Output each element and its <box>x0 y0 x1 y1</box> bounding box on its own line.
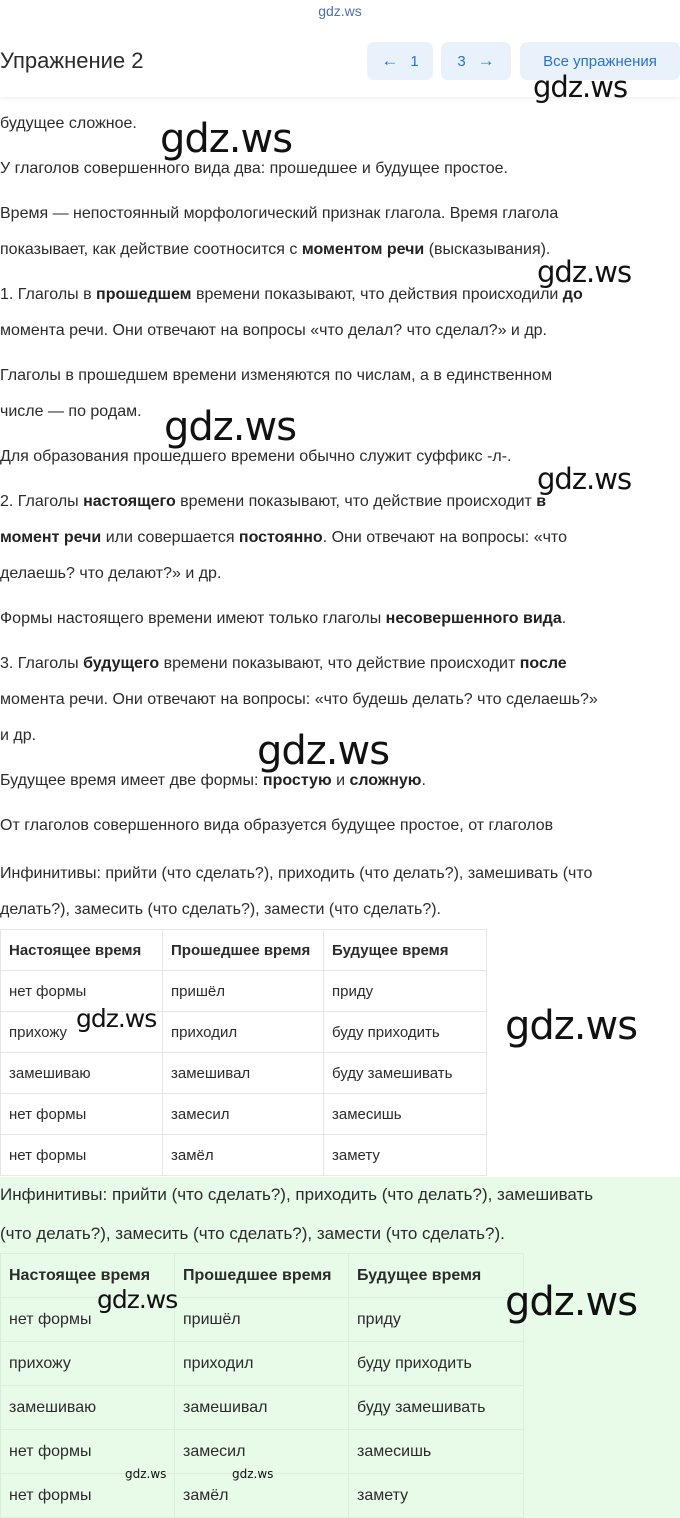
table-header-row <box>1 930 487 971</box>
table-cell: буду замешивать <box>349 1386 524 1430</box>
watermark: gdz.ws <box>505 1279 638 1325</box>
table-cell: замесил <box>163 1094 324 1135</box>
watermark: gdz.ws <box>97 1285 178 1314</box>
paragraph: Глаголы в прошедшем времени изменяются по числам, а в единственном <box>0 367 553 384</box>
page-title: Упражнение 2 <box>0 48 144 73</box>
answer-paragraph: (что делать?), замесить (что сделать?), замести (что сделать?). <box>0 1224 505 1243</box>
prev-exercise-button[interactable] <box>367 42 433 80</box>
table-cell: буду приходить <box>349 1342 524 1386</box>
table-cell: замесишь <box>349 1430 524 1474</box>
watermark: gdz.ws <box>76 1004 157 1033</box>
table-cell: пришёл <box>163 971 324 1012</box>
table-cell: нет формы <box>1 1430 175 1474</box>
table-cell: нет формы <box>1 1474 175 1518</box>
paragraph: делаешь? что делают?» и др. <box>0 565 222 582</box>
arrow-right-icon: → <box>477 51 495 70</box>
table-cell: приду <box>349 1298 524 1342</box>
table-cell: замешиваю <box>1 1053 163 1094</box>
paragraph: числе — по родам. <box>0 403 142 420</box>
paragraph: От глаголов совершенного вида образуется будущее простое, от глаголов <box>0 817 554 834</box>
table-row <box>1 971 487 1012</box>
table-cell: приходил <box>175 1342 349 1386</box>
table-row <box>1 1053 487 1094</box>
paragraph: Формы настоящего времени имеют только глаголы несовершенного вида. <box>0 610 567 627</box>
watermark: gdz.ws <box>125 1467 167 1481</box>
paragraph: Инфинитивы: прийти (что сделать?), приходить (что делать?), замешивать (что <box>0 865 593 882</box>
table-cell: прихожу <box>1 1012 163 1053</box>
table-row <box>1 1298 524 1342</box>
answer-paragraph: Инфинитивы: прийти (что сделать?), приходить (что делать?), замешивать <box>0 1185 594 1204</box>
table-cell: нет формы <box>1 1298 175 1342</box>
table-row <box>1 1094 487 1135</box>
column-header: Прошедшее время <box>175 1254 349 1298</box>
table-cell: замесил <box>175 1430 349 1474</box>
top-watermark: gdz.ws <box>318 3 362 19</box>
table-cell: буду приходить <box>324 1012 487 1053</box>
table-cell: нет формы <box>1 971 163 1012</box>
table-cell: приходил <box>163 1012 324 1053</box>
next-exercise-label: 3 <box>457 52 466 70</box>
watermark: gdz.ws <box>505 1003 638 1049</box>
column-header: Настоящее время <box>1 930 163 971</box>
table-cell: замешиваю <box>1 1386 175 1430</box>
column-header: Прошедшее время <box>163 930 324 971</box>
table-cell: замешивал <box>163 1053 324 1094</box>
prev-exercise-label: 1 <box>410 52 419 70</box>
table-cell: замёл <box>163 1135 324 1176</box>
paragraph: момент речи или совершается постоянно. Они отвечают на вопросы: «что <box>0 529 567 546</box>
table-row <box>1 1386 524 1430</box>
paragraph: будущее сложное. <box>0 115 137 132</box>
watermark: gdz.ws <box>164 404 297 450</box>
table-cell: замешивал <box>175 1386 349 1430</box>
table-row <box>1 1135 487 1176</box>
paragraph: 2. Глаголы настоящего времени показывают, что действие происходит в <box>0 493 547 510</box>
table-cell: замесишь <box>324 1094 487 1135</box>
paragraph: показывает, как действие соотносится с моментом речи (высказывания). <box>0 241 551 258</box>
table-row <box>1 1342 524 1386</box>
watermark: gdz.ws <box>257 728 390 774</box>
paragraph: момента речи. Они отвечают на вопросы: «что будешь делать? что сделаешь?» <box>0 691 598 708</box>
paragraph: момента речи. Они отвечают на вопросы «что делал? что сделал?» и др. <box>0 322 547 339</box>
table-cell: прихожу <box>1 1342 175 1386</box>
watermark: gdz.ws <box>160 116 293 162</box>
arrow-left-icon: ← <box>381 51 399 70</box>
paragraph: 1. Глаголы в прошедшем времени показывают, что действия происходили до <box>0 286 583 303</box>
table-cell: пришёл <box>175 1298 349 1342</box>
table-cell: нет формы <box>1 1094 163 1135</box>
paragraph: У глаголов совершенного вида два: прошедшее и будущее простое. <box>0 160 508 177</box>
all-exercises-label: Все упражнения <box>543 52 657 70</box>
watermark: gdz.ws <box>537 255 632 289</box>
table-header-row <box>1 1254 524 1298</box>
watermark: gdz.ws <box>537 462 632 496</box>
paragraph: Для образования прошедшего времени обычно служит суффикс -л-. <box>0 448 512 465</box>
table-cell: нет формы <box>1 1135 163 1176</box>
table-cell: замету <box>324 1135 487 1176</box>
paragraph: Время — непостоянный морфологический признак глагола. Время глагола <box>0 205 559 222</box>
column-header: Будущее время <box>324 930 487 971</box>
table-cell: замету <box>349 1474 524 1518</box>
table-cell: приду <box>324 971 487 1012</box>
tense-table <box>0 929 487 1176</box>
table-cell: буду замешивать <box>324 1053 487 1094</box>
paragraph: Будущее время имеет две формы: простую и сложную. <box>0 772 426 789</box>
next-exercise-button[interactable] <box>441 42 511 80</box>
paragraph: 3. Глаголы будущего времени показывают, что действие происходит после <box>0 655 567 672</box>
paragraph: и др. <box>0 727 37 744</box>
paragraph: делать?), замесить (что сделать?), замести (что сделать?). <box>0 901 441 918</box>
table-row <box>1 1012 487 1053</box>
table-cell: замёл <box>175 1474 349 1518</box>
watermark: gdz.ws <box>232 1467 274 1481</box>
watermark: gdz.ws <box>533 70 628 104</box>
column-header: Будущее время <box>349 1254 524 1298</box>
column-header: Настоящее время <box>1 1254 175 1298</box>
